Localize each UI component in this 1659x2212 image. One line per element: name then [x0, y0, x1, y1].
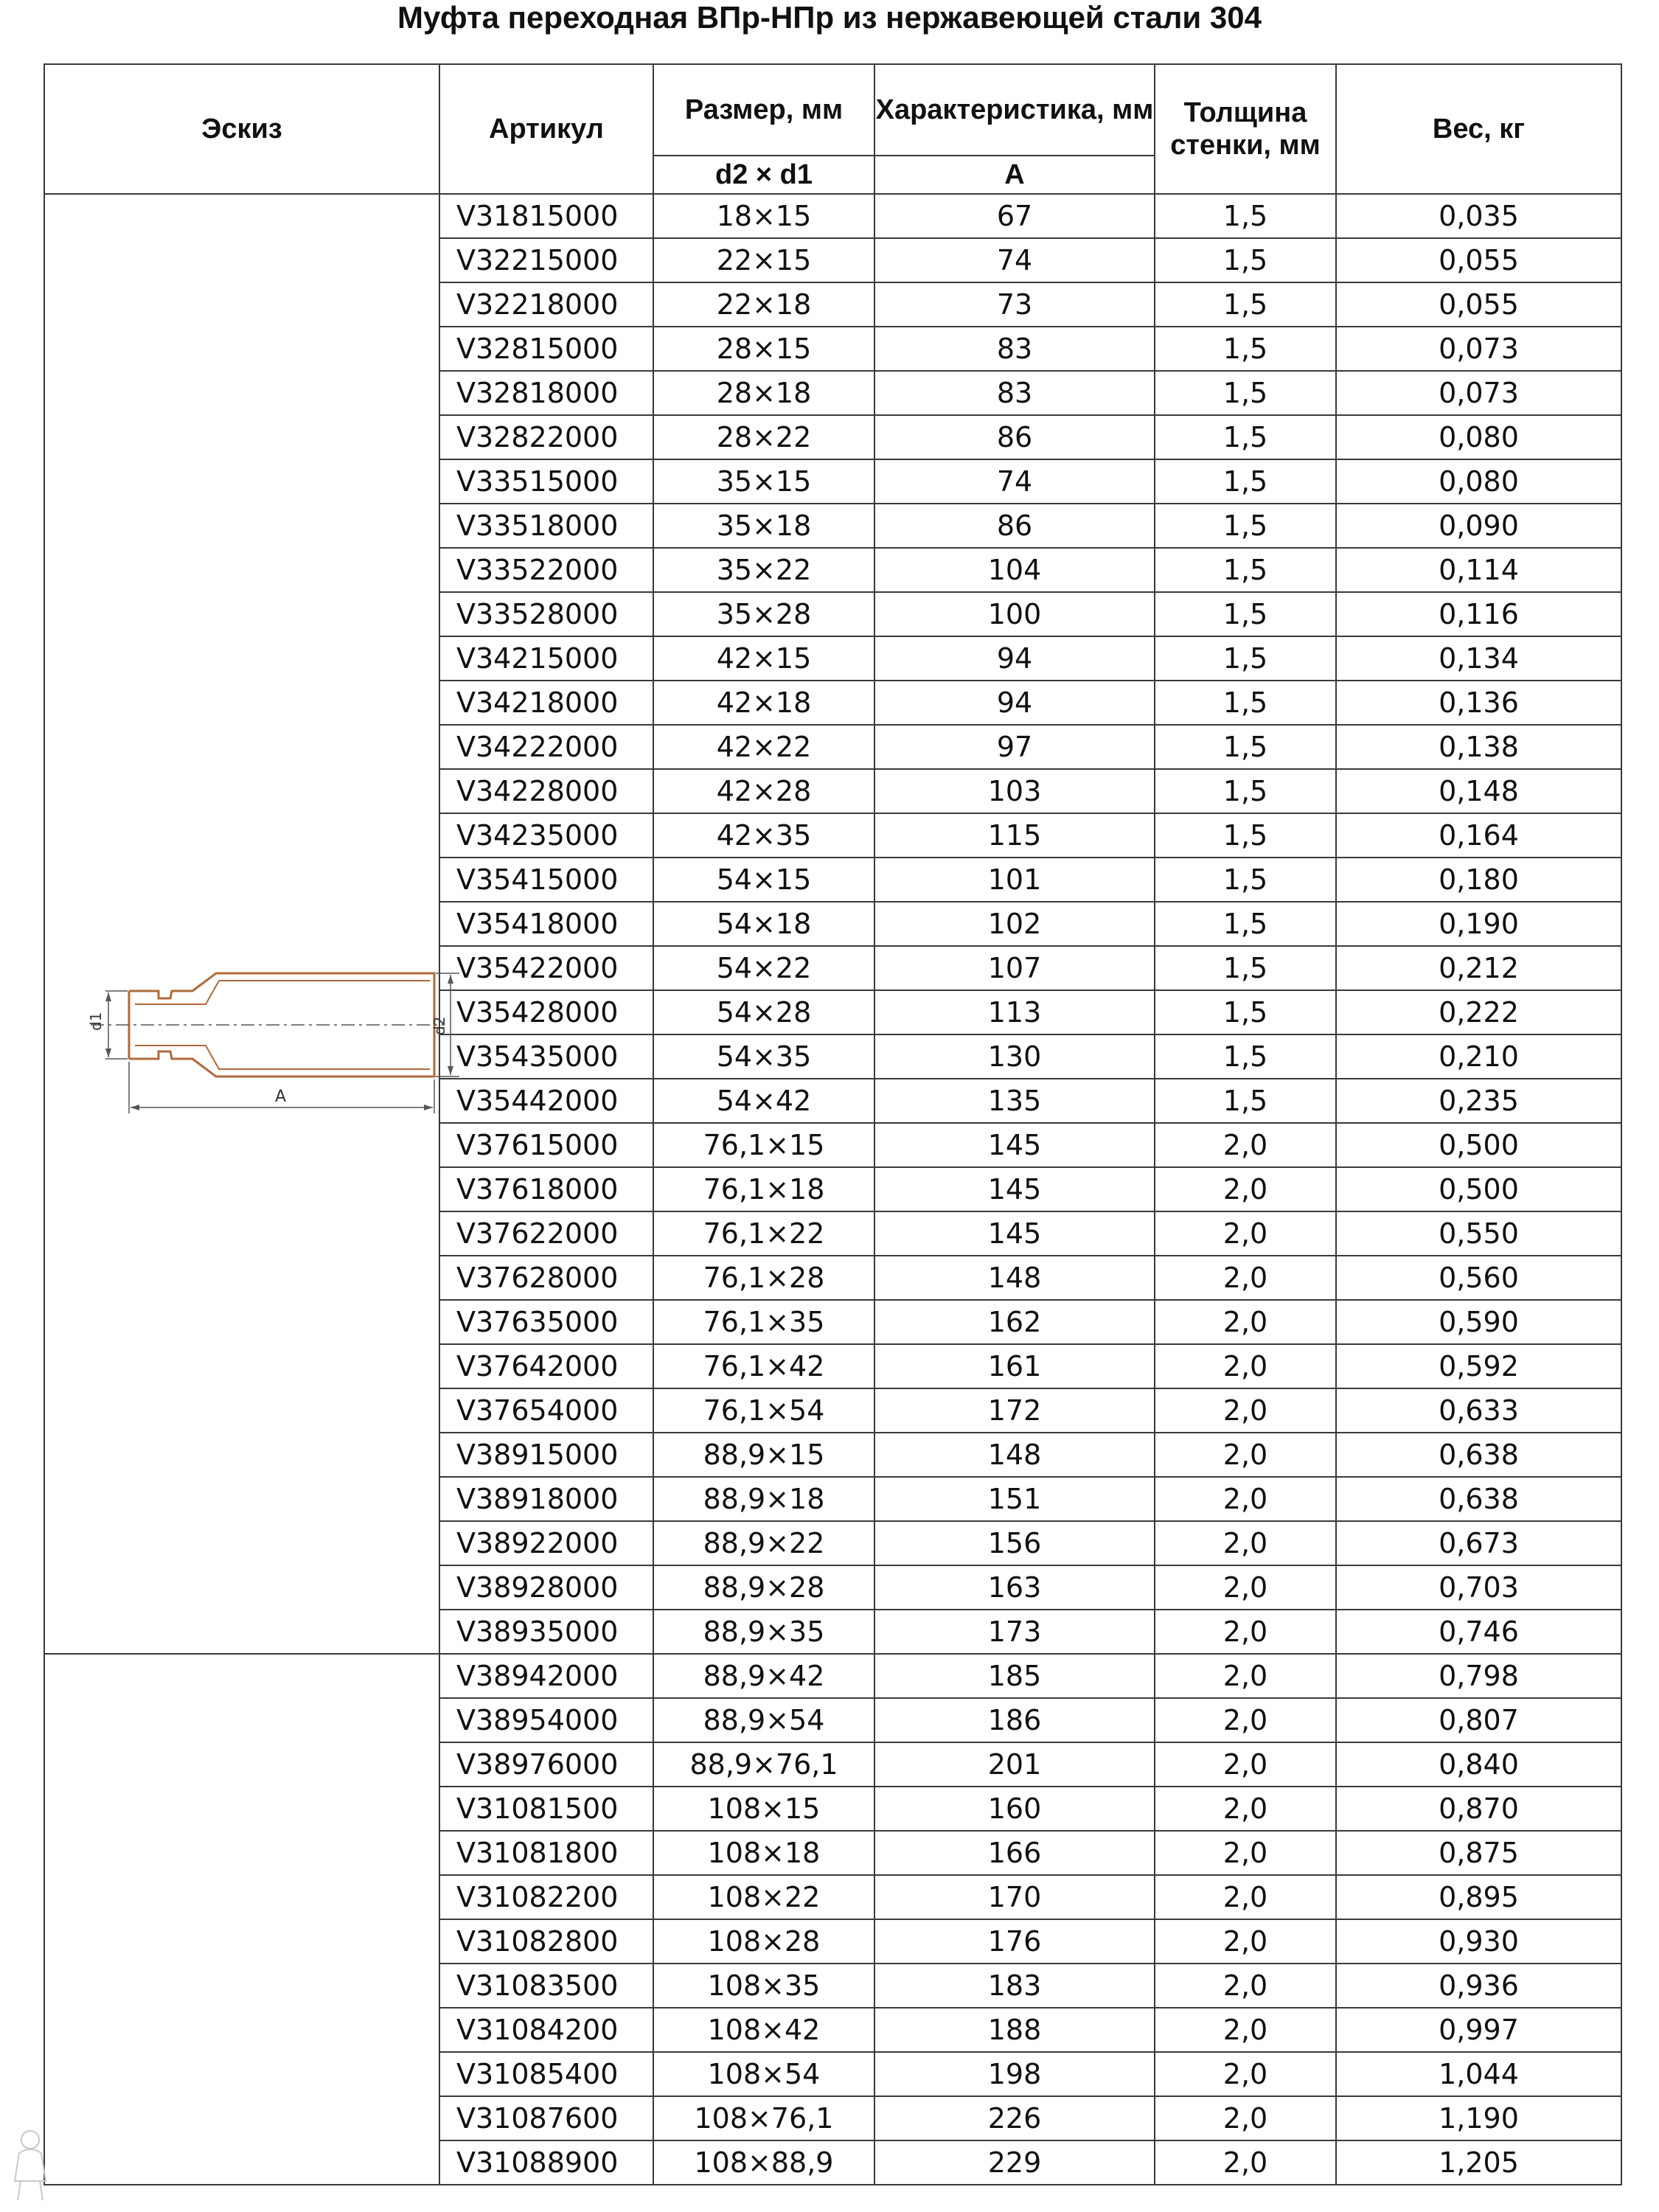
- spec-table: [44, 63, 1622, 2185]
- cell-weight: 0,164: [1336, 813, 1621, 858]
- cell-size: 108×18: [653, 1831, 874, 1875]
- cell-article: V31082800: [439, 1919, 653, 1964]
- cell-char: 160: [874, 1787, 1155, 1831]
- cell-weight: 1,190: [1336, 2096, 1621, 2140]
- cell-article: V34222000: [439, 725, 653, 769]
- cell-article: V31085400: [439, 2052, 653, 2096]
- cell-size: 108×22: [653, 1875, 874, 1919]
- cell-wall: 2,0: [1155, 1477, 1336, 1521]
- cell-char: 183: [874, 1964, 1155, 2008]
- cell-article: V37642000: [439, 1344, 653, 1388]
- cell-char: 145: [874, 1167, 1155, 1211]
- cell-wall: 2,0: [1155, 1256, 1336, 1300]
- cell-weight: 0,895: [1336, 1875, 1621, 1919]
- cell-char: 74: [874, 459, 1155, 504]
- cell-wall: 1,5: [1155, 282, 1336, 327]
- cell-weight: 0,035: [1336, 194, 1621, 238]
- cell-wall: 2,0: [1155, 1344, 1336, 1388]
- cell-article: V38928000: [439, 1565, 653, 1610]
- cell-weight: 0,210: [1336, 1034, 1621, 1079]
- sketch-label-a: A: [275, 1088, 287, 1106]
- cell-article: V34215000: [439, 636, 653, 681]
- sketch-cell-empty: [44, 1654, 439, 2185]
- cell-wall: 1,5: [1155, 636, 1336, 681]
- cell-weight: 0,638: [1336, 1433, 1621, 1477]
- cell-char: 148: [874, 1433, 1155, 1477]
- cell-char: 172: [874, 1388, 1155, 1433]
- cell-article: V35428000: [439, 990, 653, 1034]
- cell-article: V31083500: [439, 1964, 653, 2008]
- cell-article: V38918000: [439, 1477, 653, 1521]
- cell-size: 76,1×28: [653, 1256, 874, 1300]
- cell-char: 130: [874, 1034, 1155, 1079]
- cell-wall: 1,5: [1155, 681, 1336, 725]
- cell-char: 86: [874, 504, 1155, 548]
- cell-wall: 1,5: [1155, 725, 1336, 769]
- cell-char: 100: [874, 592, 1155, 636]
- cell-size: 35×28: [653, 592, 874, 636]
- cell-size: 88,9×42: [653, 1654, 874, 1698]
- cell-wall: 2,0: [1155, 1919, 1336, 1964]
- cell-size: 108×15: [653, 1787, 874, 1831]
- cell-article: V33522000: [439, 548, 653, 592]
- cell-char: 161: [874, 1344, 1155, 1388]
- cell-size: 88,9×54: [653, 1698, 874, 1742]
- cell-char: 135: [874, 1079, 1155, 1123]
- cell-article: V31084200: [439, 2008, 653, 2052]
- cell-weight: 0,073: [1336, 327, 1621, 371]
- cell-size: 76,1×18: [653, 1167, 874, 1211]
- cell-char: 101: [874, 858, 1155, 902]
- cell-wall: 2,0: [1155, 1831, 1336, 1875]
- cell-size: 54×35: [653, 1034, 874, 1079]
- cell-size: 108×42: [653, 2008, 874, 2052]
- cell-article: V32815000: [439, 327, 653, 371]
- cell-wall: 2,0: [1155, 1521, 1336, 1565]
- cell-size: 22×18: [653, 282, 874, 327]
- cell-article: V33515000: [439, 459, 653, 504]
- corner-logo: [4, 2124, 56, 2205]
- cell-weight: 0,592: [1336, 1344, 1621, 1388]
- cell-wall: 1,5: [1155, 1079, 1336, 1123]
- cell-article: V34218000: [439, 681, 653, 725]
- cell-char: 103: [874, 769, 1155, 813]
- cell-wall: 1,5: [1155, 371, 1336, 415]
- cell-char: 74: [874, 238, 1155, 282]
- cell-weight: 1,044: [1336, 2052, 1621, 2096]
- cell-size: 18×15: [653, 194, 874, 238]
- cell-article: V37654000: [439, 1388, 653, 1433]
- cell-wall: 2,0: [1155, 1610, 1336, 1654]
- cell-weight: 0,138: [1336, 725, 1621, 769]
- cell-wall: 1,5: [1155, 194, 1336, 238]
- cell-article: V34228000: [439, 769, 653, 813]
- header-weight: Вес, кг: [1336, 64, 1621, 194]
- cell-char: 97: [874, 725, 1155, 769]
- cell-wall: 1,5: [1155, 990, 1336, 1034]
- sketch-label-d1: d1: [87, 1012, 105, 1031]
- cell-wall: 1,5: [1155, 592, 1336, 636]
- sketch-cell: [44, 194, 448, 1654]
- cell-weight: 0,116: [1336, 592, 1621, 636]
- cell-article: V34235000: [439, 813, 653, 858]
- cell-article: V37615000: [439, 1123, 653, 1167]
- cell-weight: 0,148: [1336, 769, 1621, 813]
- cell-size: 76,1×42: [653, 1344, 874, 1388]
- cell-size: 54×15: [653, 858, 874, 902]
- cell-weight: 0,590: [1336, 1300, 1621, 1344]
- cell-weight: 0,090: [1336, 504, 1621, 548]
- table-row: [44, 194, 1621, 238]
- cell-wall: 1,5: [1155, 1034, 1336, 1079]
- cell-size: 76,1×22: [653, 1211, 874, 1256]
- cell-char: 83: [874, 371, 1155, 415]
- cell-size: 54×42: [653, 1079, 874, 1123]
- cell-article: V33518000: [439, 504, 653, 548]
- cell-wall: 2,0: [1155, 1123, 1336, 1167]
- cell-wall: 2,0: [1155, 1433, 1336, 1477]
- cell-size: 42×35: [653, 813, 874, 858]
- cell-article: V38935000: [439, 1610, 653, 1654]
- cell-wall: 2,0: [1155, 1787, 1336, 1831]
- cell-weight: 0,875: [1336, 1831, 1621, 1875]
- cell-article: V31088900: [439, 2140, 653, 2185]
- cell-wall: 2,0: [1155, 1388, 1336, 1433]
- cell-char: 185: [874, 1654, 1155, 1698]
- table-header: [44, 64, 1621, 194]
- header-size-sub: d2 × d1: [653, 156, 874, 194]
- cell-size: 108×35: [653, 1964, 874, 2008]
- cell-weight: 0,936: [1336, 1964, 1621, 2008]
- cell-char: 148: [874, 1256, 1155, 1300]
- cell-weight: 0,703: [1336, 1565, 1621, 1610]
- cell-char: 229: [874, 2140, 1155, 2185]
- cell-article: V37635000: [439, 1300, 653, 1344]
- cell-wall: 2,0: [1155, 1211, 1336, 1256]
- cell-char: 94: [874, 681, 1155, 725]
- cell-size: 108×88,9: [653, 2140, 874, 2185]
- cell-article: V37618000: [439, 1167, 653, 1211]
- cell-weight: 0,080: [1336, 459, 1621, 504]
- cell-article: V31815000: [439, 194, 653, 238]
- cell-size: 76,1×35: [653, 1300, 874, 1344]
- cell-weight: 0,997: [1336, 2008, 1621, 2052]
- header-char-sub: A: [874, 156, 1155, 194]
- cell-article: V38976000: [439, 1742, 653, 1787]
- cell-weight: 0,840: [1336, 1742, 1621, 1787]
- cell-size: 54×28: [653, 990, 874, 1034]
- cell-weight: 0,055: [1336, 282, 1621, 327]
- cell-char: 201: [874, 1742, 1155, 1787]
- cell-weight: 0,560: [1336, 1256, 1621, 1300]
- cell-size: 108×76,1: [653, 2096, 874, 2140]
- cell-char: 145: [874, 1211, 1155, 1256]
- cell-wall: 2,0: [1155, 1167, 1336, 1211]
- cell-size: 35×15: [653, 459, 874, 504]
- cell-char: 107: [874, 946, 1155, 990]
- cell-article: V35415000: [439, 858, 653, 902]
- cell-article: V33528000: [439, 592, 653, 636]
- cell-size: 28×22: [653, 415, 874, 459]
- cell-char: 176: [874, 1919, 1155, 1964]
- sketch-label-d2: d2: [431, 1016, 448, 1035]
- cell-char: 156: [874, 1521, 1155, 1565]
- cell-char: 73: [874, 282, 1155, 327]
- cell-size: 108×54: [653, 2052, 874, 2096]
- cell-char: 163: [874, 1565, 1155, 1610]
- cell-article: V35442000: [439, 1079, 653, 1123]
- cell-size: 88,9×22: [653, 1521, 874, 1565]
- cell-size: 35×22: [653, 548, 874, 592]
- cell-char: 115: [874, 813, 1155, 858]
- cell-char: 102: [874, 902, 1155, 946]
- cell-weight: 0,080: [1336, 415, 1621, 459]
- header-size: Размер, мм: [653, 64, 874, 156]
- cell-size: 42×18: [653, 681, 874, 725]
- cell-char: 162: [874, 1300, 1155, 1344]
- cell-wall: 1,5: [1155, 238, 1336, 282]
- cell-article: V38922000: [439, 1521, 653, 1565]
- cell-weight: 0,798: [1336, 1654, 1621, 1698]
- cell-weight: 0,190: [1336, 902, 1621, 946]
- page-title: Муфта переходная ВПр-НПр из нержавеющей стали 304: [397, 0, 1262, 35]
- cell-size: 35×18: [653, 504, 874, 548]
- cell-size: 108×28: [653, 1919, 874, 1964]
- cell-wall: 2,0: [1155, 1565, 1336, 1610]
- cell-size: 76,1×54: [653, 1388, 874, 1433]
- cell-weight: 0,073: [1336, 371, 1621, 415]
- cell-weight: 0,114: [1336, 548, 1621, 592]
- cell-char: 145: [874, 1123, 1155, 1167]
- cell-wall: 1,5: [1155, 504, 1336, 548]
- cell-char: 226: [874, 2096, 1155, 2140]
- cell-size: 28×15: [653, 327, 874, 371]
- cell-article: V38942000: [439, 1654, 653, 1698]
- cell-char: 186: [874, 1698, 1155, 1742]
- table-row: [44, 1654, 1621, 1698]
- cell-weight: 1,205: [1336, 2140, 1621, 2185]
- cell-char: 94: [874, 636, 1155, 681]
- cell-wall: 1,5: [1155, 459, 1336, 504]
- header-sketch: Эскиз: [44, 64, 439, 194]
- cell-weight: 0,222: [1336, 990, 1621, 1034]
- cell-article: V38915000: [439, 1433, 653, 1477]
- cell-weight: 0,673: [1336, 1521, 1621, 1565]
- cell-size: 88,9×35: [653, 1610, 874, 1654]
- cell-wall: 2,0: [1155, 1698, 1336, 1742]
- side-watermark: [1635, 2109, 1652, 2197]
- cell-char: 67: [874, 194, 1155, 238]
- cell-size: 88,9×28: [653, 1565, 874, 1610]
- cell-article: V32215000: [439, 238, 653, 282]
- cell-wall: 2,0: [1155, 2008, 1336, 2052]
- cell-wall: 1,5: [1155, 415, 1336, 459]
- cell-article: V31081500: [439, 1787, 653, 1831]
- header-wall: Толщина стенки, мм: [1155, 64, 1336, 194]
- cell-weight: 0,136: [1336, 681, 1621, 725]
- header-article: Артикул: [439, 64, 653, 194]
- cell-size: 54×18: [653, 902, 874, 946]
- header-char: Характеристика, мм: [874, 64, 1155, 156]
- cell-article: V38954000: [439, 1698, 653, 1742]
- cell-size: 22×15: [653, 238, 874, 282]
- cell-article: V35435000: [439, 1034, 653, 1079]
- cell-wall: 2,0: [1155, 1654, 1336, 1698]
- cell-size: 88,9×15: [653, 1433, 874, 1477]
- cell-size: 28×18: [653, 371, 874, 415]
- cell-article: V31081800: [439, 1831, 653, 1875]
- cell-article: V31087600: [439, 2096, 653, 2140]
- cell-weight: 0,930: [1336, 1919, 1621, 1964]
- cell-char: 104: [874, 548, 1155, 592]
- cell-size: 76,1×15: [653, 1123, 874, 1167]
- cell-wall: 2,0: [1155, 1964, 1336, 2008]
- cell-size: 88,9×18: [653, 1477, 874, 1521]
- cell-wall: 1,5: [1155, 548, 1336, 592]
- cell-article: V37622000: [439, 1211, 653, 1256]
- cell-char: 83: [874, 327, 1155, 371]
- cell-article: V32218000: [439, 282, 653, 327]
- cell-weight: 0,638: [1336, 1477, 1621, 1521]
- cell-wall: 1,5: [1155, 902, 1336, 946]
- cell-wall: 2,0: [1155, 1742, 1336, 1787]
- cell-char: 198: [874, 2052, 1155, 2096]
- cell-weight: 0,055: [1336, 238, 1621, 282]
- cell-wall: 2,0: [1155, 2052, 1336, 2096]
- cell-wall: 2,0: [1155, 1300, 1336, 1344]
- cell-wall: 2,0: [1155, 1875, 1336, 1919]
- cell-char: 188: [874, 2008, 1155, 2052]
- cell-weight: 0,807: [1336, 1698, 1621, 1742]
- cell-size: 42×15: [653, 636, 874, 681]
- cell-wall: 1,5: [1155, 813, 1336, 858]
- cell-weight: 0,212: [1336, 946, 1621, 990]
- cell-weight: 0,500: [1336, 1167, 1621, 1211]
- cell-char: 151: [874, 1477, 1155, 1521]
- cell-weight: 0,746: [1336, 1610, 1621, 1654]
- cell-weight: 0,633: [1336, 1388, 1621, 1433]
- cell-weight: 0,550: [1336, 1211, 1621, 1256]
- table-body: [44, 194, 1621, 2185]
- cell-char: 170: [874, 1875, 1155, 1919]
- cell-wall: 1,5: [1155, 946, 1336, 990]
- cell-article: V35418000: [439, 902, 653, 946]
- cell-article: V35422000: [439, 946, 653, 990]
- cell-char: 173: [874, 1610, 1155, 1654]
- cell-wall: 1,5: [1155, 858, 1336, 902]
- coupling-drawing: [61, 939, 448, 1116]
- cell-wall: 2,0: [1155, 2096, 1336, 2140]
- cell-char: 86: [874, 415, 1155, 459]
- cell-size: 54×22: [653, 946, 874, 990]
- cell-size: 42×28: [653, 769, 874, 813]
- cell-size: 88,9×76,1: [653, 1742, 874, 1787]
- cell-weight: 0,235: [1336, 1079, 1621, 1123]
- cell-char: 113: [874, 990, 1155, 1034]
- cell-weight: 0,870: [1336, 1787, 1621, 1831]
- cell-wall: 1,5: [1155, 769, 1336, 813]
- cell-size: 42×22: [653, 725, 874, 769]
- cell-article: V32818000: [439, 371, 653, 415]
- cell-weight: 0,134: [1336, 636, 1621, 681]
- cell-weight: 0,180: [1336, 858, 1621, 902]
- cell-weight: 0,500: [1336, 1123, 1621, 1167]
- cell-wall: 1,5: [1155, 327, 1336, 371]
- sketch-container: [45, 195, 448, 1653]
- cell-article: V31082200: [439, 1875, 653, 1919]
- cell-article: V37628000: [439, 1256, 653, 1300]
- cell-char: 166: [874, 1831, 1155, 1875]
- cell-wall: 2,0: [1155, 2140, 1336, 2185]
- cell-article: V32822000: [439, 415, 653, 459]
